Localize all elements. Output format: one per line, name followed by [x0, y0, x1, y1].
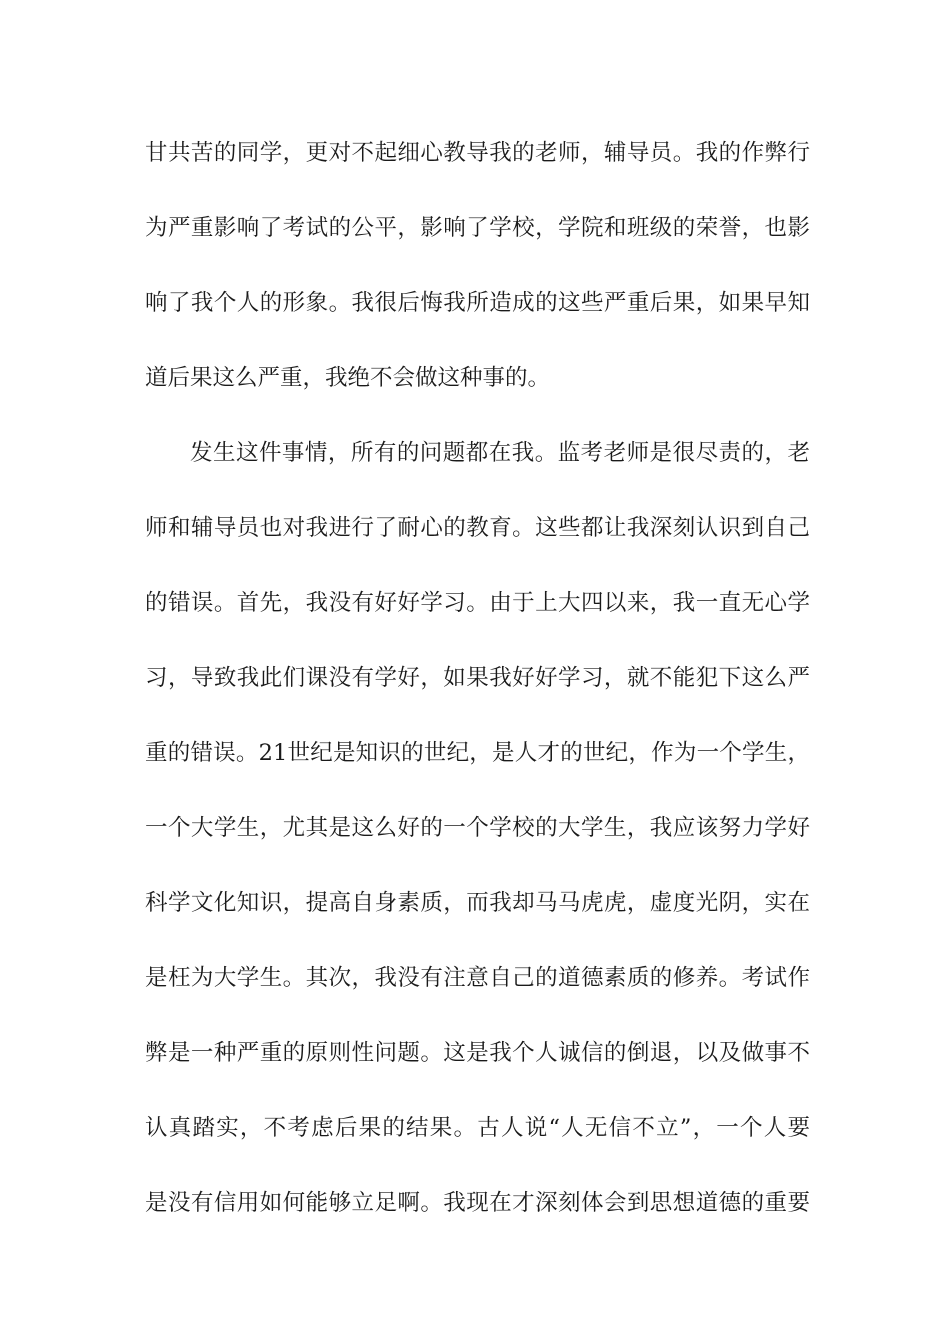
text-line: 响了我个人的形象。我很后悔我所造成的这些严重后果，如果早知 — [145, 290, 810, 316]
text-line: 习，导致我此们课没有学好，如果我好好学习，就不能犯下这么严 — [145, 665, 810, 691]
document-body — [145, 127, 810, 1252]
text-line: 认真踏实，不考虑后果的结果。古人说“人无信不立”，一个人要 — [145, 1115, 810, 1141]
paragraph-first-line: 发生这件事情，所有的问题都在我。监考老师是很尽责的，老 — [190, 440, 810, 466]
text-line: 师和辅导员也对我进行了耐心的教育。这些都让我深刻认识到自己 — [145, 515, 810, 541]
text-line: 的错误。首先，我没有好好学习。由于上大四以来，我一直无心学 — [145, 590, 810, 616]
text-line: 一个大学生，尤其是这么好的一个学校的大学生，我应该努力学好 — [145, 815, 810, 841]
text-line: 甘共苦的同学，更对不起细心教导我的老师，辅导员。我的作弊行 — [145, 140, 810, 166]
text-line: 是没有信用如何能够立足啊。我现在才深刻体会到思想道德的重要 — [145, 1190, 810, 1216]
text-line: 道后果这么严重，我绝不会做这种事的。 — [145, 365, 551, 391]
text-line: 科学文化知识，提高自身素质，而我却马马虎虎，虚度光阴，实在 — [145, 890, 810, 916]
text-line: 为严重影响了考试的公平，影响了学校，学院和班级的荣誉，也影 — [145, 215, 810, 241]
text-line: 弊是一种严重的原则性问题。这是我个人诚信的倒退，以及做事不 — [145, 1040, 810, 1066]
text-line: 重的错误。21世纪是知识的世纪，是人才的世纪，作为一个学生， — [145, 740, 810, 766]
text-line: 是枉为大学生。其次，我没有注意自己的道德素质的修养。考试作 — [145, 965, 810, 991]
